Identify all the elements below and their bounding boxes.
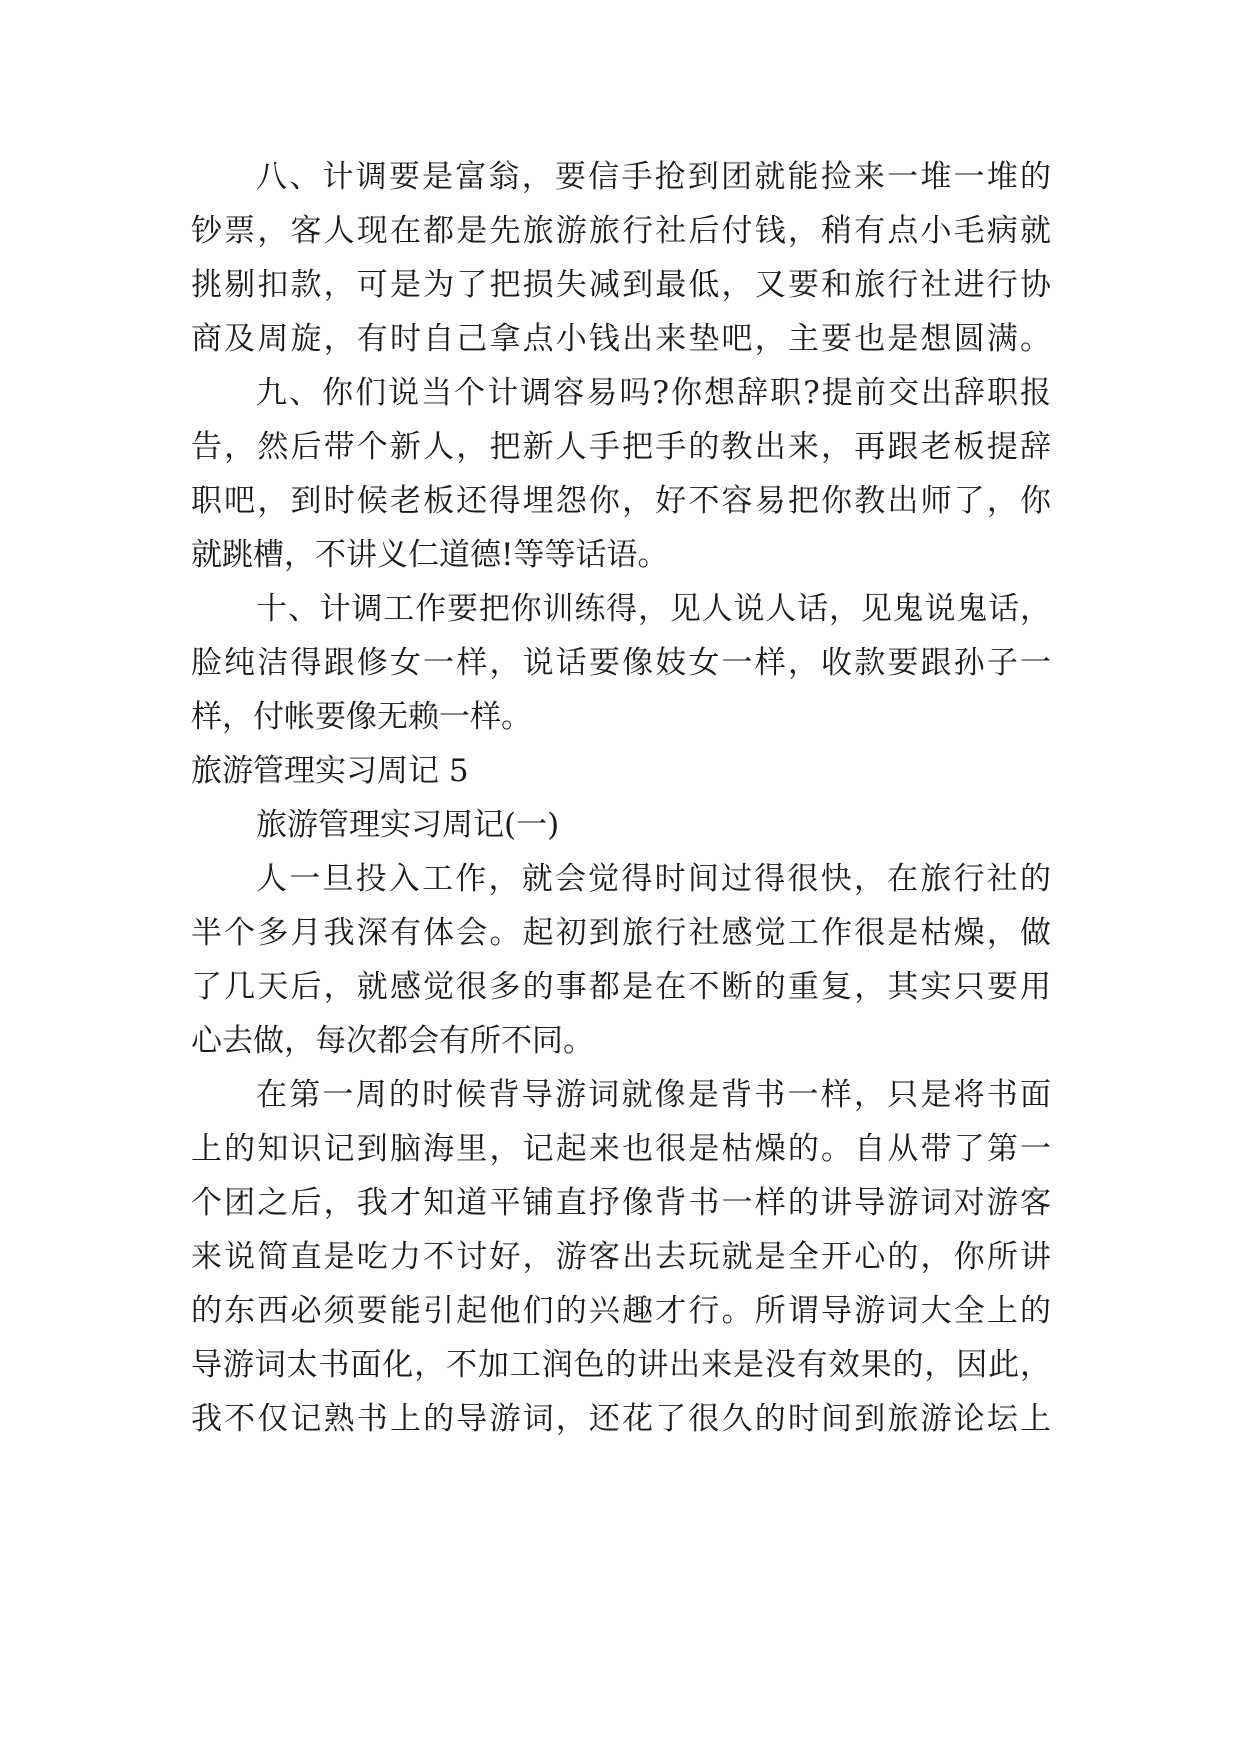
paragraph-b-line-3: 个团之后，我才知道平铺直抒像背书一样的讲导游词对游客 xyxy=(191,1185,1051,1221)
paragraph-9-line-3: 职吧，到时候老板还得埋怨你，好不容易把你教出师了，你 xyxy=(191,483,1051,519)
paragraph-b-line-5: 的东西必须要能引起他们的兴趣才行。所谓导游词大全上的 xyxy=(191,1293,1051,1329)
paragraph-a-line-3: 了几天后，就感觉很多的事都是在不断的重复，其实只要用 xyxy=(191,969,1051,1005)
paragraph-b-line-4: 来说简直是吃力不讨好，游客出去玩就是全开心的，你所讲 xyxy=(191,1239,1051,1275)
paragraph-b-line-1: 在第一周的时候背导游词就像是背书一样，只是将书面 xyxy=(256,1077,1051,1113)
paragraph-9-line-4: 就跳槽，不讲义仁道德!等等话语。 xyxy=(191,537,669,573)
paragraph-9-line-2: 告，然后带个新人，把新人手把手的教出来，再跟老板提辞 xyxy=(191,429,1051,465)
paragraph-10-line-2: 脸纯洁得跟修女一样，说话要像妓女一样，收款要跟孙子一 xyxy=(191,645,1051,681)
paragraph-9-line-1: 九、你们说当个计调容易吗?你想辞职?提前交出辞职报 xyxy=(256,375,1051,411)
paragraph-a-line-2: 半个多月我深有体会。起初到旅行社感觉工作很是枯燥，做 xyxy=(191,915,1051,951)
paragraph-b-line-6: 导游词太书面化，不加工润色的讲出来是没有效果的，因此， xyxy=(191,1347,1051,1383)
section-title: 旅游管理实习周记 5 xyxy=(191,753,469,789)
subtitle: 旅游管理实习周记(一) xyxy=(256,807,560,843)
paragraph-8-line-2: 钞票，客人现在都是先旅游旅行社后付钱，稍有点小毛病就 xyxy=(191,213,1051,249)
paragraph-8-line-4: 商及周旋，有时自己拿点小钱出来垫吧，主要也是想圆满。 xyxy=(191,321,1051,357)
paragraph-10-line-3: 样，付帐要像无赖一样。 xyxy=(191,699,532,735)
paragraph-b-line-7: 我不仅记熟书上的导游词，还花了很久的时间到旅游论坛上 xyxy=(191,1401,1051,1437)
paragraph-10-line-1: 十、计调工作要把你训练得，见人说人话，见鬼说鬼话， xyxy=(256,591,1051,627)
paragraph-b-line-2: 上的知识记到脑海里，记起来也很是枯燥的。自从带了第一 xyxy=(191,1131,1051,1167)
paragraph-8-line-3: 挑剔扣款，可是为了把损失减到最低，又要和旅行社进行协 xyxy=(191,267,1051,303)
paragraph-a-line-1: 人一旦投入工作，就会觉得时间过得很快，在旅行社的 xyxy=(256,861,1051,897)
paragraph-a-line-4: 心去做，每次都会有所不同。 xyxy=(191,1023,594,1059)
paragraph-8-line-1: 八、计调要是富翁，要信手抢到团就能捡来一堆一堆的 xyxy=(256,159,1051,195)
